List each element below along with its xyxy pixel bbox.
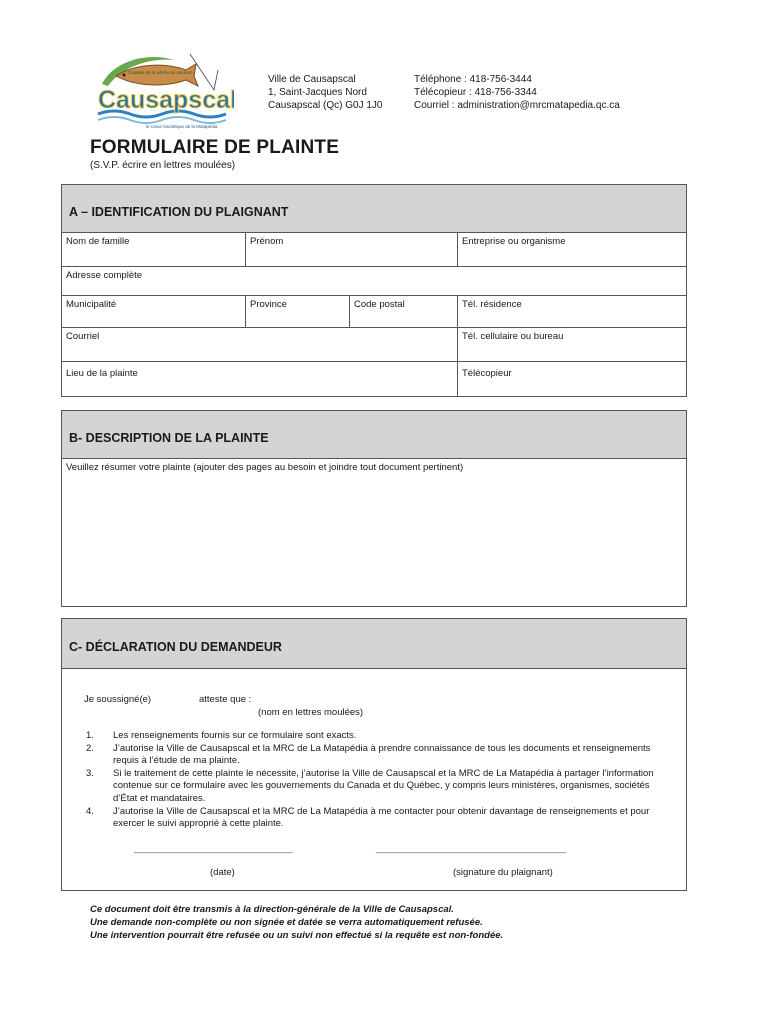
field-adresse[interactable] bbox=[62, 266, 686, 295]
field-label: Prénom bbox=[250, 236, 284, 247]
field-tel-cellulaire[interactable] bbox=[457, 327, 686, 361]
list-item: 2. J’autorise la Ville de Causapscal et la MRC de La Matapédia à prendre connaissance de tous les documents et renseignements requis à l’étude de ma plainte. bbox=[86, 742, 651, 767]
logo-tagline-top: Capitale de la pêche au saumon bbox=[128, 70, 193, 75]
field-label: Courriel bbox=[66, 331, 100, 342]
section-c-title: C- DÉCLARATION DU DEMANDEUR bbox=[62, 619, 686, 669]
address-line: Causapscal (Qc) G0J 1J0 bbox=[268, 100, 383, 111]
description-textarea[interactable] bbox=[62, 459, 686, 606]
field-label: Télécopieur bbox=[462, 368, 512, 379]
date-field[interactable]: ______________________________ bbox=[134, 843, 293, 854]
field-label: Tél. résidence bbox=[462, 299, 522, 310]
section-b-title: B- DESCRIPTION DE LA PLAINTE bbox=[62, 411, 686, 459]
field-label: Province bbox=[250, 299, 287, 310]
address-line: Ville de Causapscal bbox=[268, 74, 356, 85]
footer-line: Ce document doit être transmis à la direction-générale de la Ville de Causapscal. bbox=[90, 904, 454, 915]
field-prenom[interactable] bbox=[245, 233, 457, 266]
logo-brand: Causapscal bbox=[98, 86, 234, 114]
contact-phone: Téléphone : 418-756-3444 bbox=[414, 74, 532, 85]
soussigne-label: Je soussigné(e) bbox=[84, 694, 152, 705]
field-entreprise[interactable] bbox=[457, 233, 686, 266]
field-municipalite[interactable] bbox=[62, 295, 245, 327]
section-identification bbox=[61, 184, 687, 397]
section-a-title: A – IDENTIFICATION DU PLAIGNANT bbox=[62, 185, 686, 233]
list-item: 1. Les renseignements fournis sur ce formulaire sont exacts. bbox=[86, 730, 357, 741]
logo-tagline-bottom: le coeur touristique de la Matapédia bbox=[146, 124, 218, 129]
address-block bbox=[268, 73, 383, 112]
field-code-postal[interactable] bbox=[349, 295, 457, 327]
field-courriel[interactable] bbox=[62, 327, 457, 361]
list-item: 4. J’autorise la Ville de Causapscal et la MRC de La Matapédia à me contacter pour obtenir davantage de renseignements et pour exercer le suivi approprié à cette plainte. bbox=[86, 805, 650, 830]
description-instruction: Veuillez résumer votre plainte (ajouter des pages au besoin et joindre tout document pertinent) bbox=[66, 462, 464, 473]
name-hint: (nom en lettres moulées) bbox=[258, 707, 364, 718]
field-telecopieur[interactable] bbox=[457, 361, 686, 396]
address-line: 1, Saint-Jacques Nord bbox=[268, 87, 367, 98]
contact-fax: Télécopieur : 418-756-3344 bbox=[414, 87, 537, 98]
field-nom-famille[interactable] bbox=[62, 233, 245, 266]
field-label: Municipalité bbox=[66, 299, 117, 310]
contact-email: Courriel : administration@mrcmatapedia.qc.ca bbox=[414, 100, 620, 111]
field-label: Lieu de la plainte bbox=[66, 368, 138, 379]
field-label: Entreprise ou organisme bbox=[462, 236, 566, 247]
field-label: Tél. cellulaire ou bureau bbox=[462, 331, 564, 342]
declaration-list bbox=[86, 730, 676, 831]
field-province[interactable] bbox=[245, 295, 349, 327]
section-description bbox=[61, 410, 687, 607]
atteste-label: atteste que : bbox=[199, 694, 252, 705]
section-declaration bbox=[61, 618, 687, 891]
causapscal-logo bbox=[94, 50, 234, 130]
signature-label: (signature du plaignant) bbox=[453, 867, 553, 878]
footer-line: Une demande non-complète ou non signée et datée se verra automatiquement refusée. bbox=[90, 917, 483, 928]
field-label: Code postal bbox=[354, 299, 405, 310]
signature-field[interactable]: ____________________________________ bbox=[376, 843, 567, 854]
footer-line: Une intervention pourrait être refusée ou un suivi non effectué si la requête est non-fondée. bbox=[90, 930, 504, 941]
form-title: FORMULAIRE DE PLAINTE bbox=[90, 137, 340, 158]
field-lieu-plainte[interactable] bbox=[62, 361, 457, 396]
field-label: Nom de famille bbox=[66, 236, 130, 247]
contact-block bbox=[414, 73, 620, 112]
name-input[interactable] bbox=[162, 691, 194, 705]
list-item: 3. Si le traitement de cette plainte le nécessite, j’autorise la Ville de Causapscal et la MRC de La Matapédia à partager l’information contenue sur ce formulaire avec les gouvernements du Canada et du Québec, y compris leurs ministères, organismes, sociétés d’État et mandataires. bbox=[86, 767, 654, 804]
footer-notes bbox=[90, 903, 503, 942]
date-label: (date) bbox=[210, 867, 235, 878]
form-subtitle: (S.V.P. écrire en lettres moulées) bbox=[90, 160, 236, 171]
field-tel-residence[interactable] bbox=[457, 295, 686, 327]
field-label: Adresse complète bbox=[66, 270, 143, 281]
